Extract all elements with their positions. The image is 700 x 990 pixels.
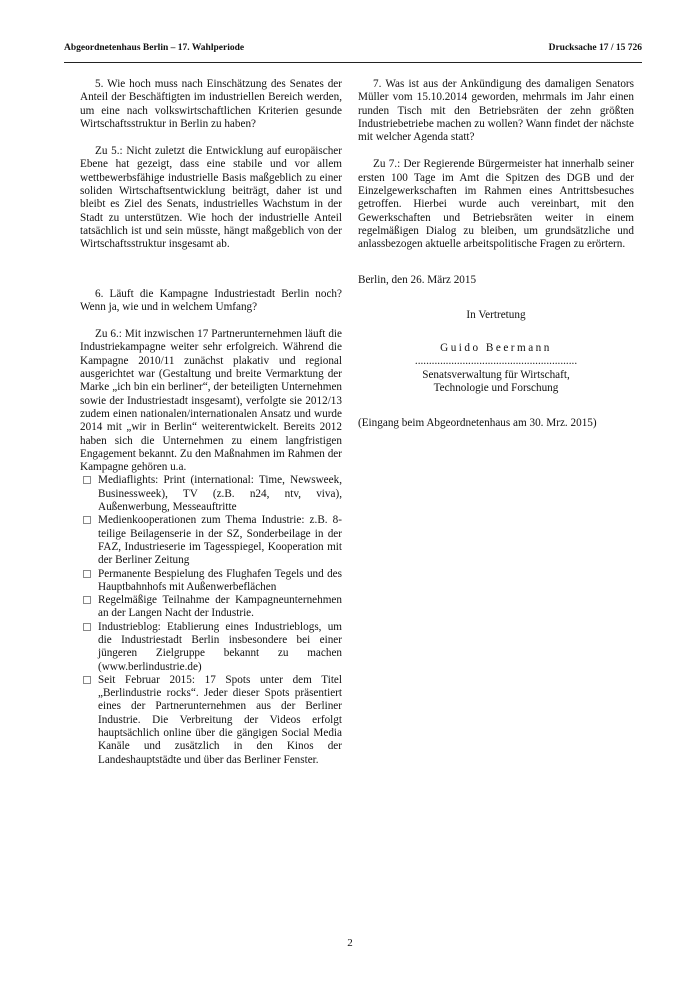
list-item: Regelmäßige Teilnahme der Kampagneunternehmen an der Langen Nacht der Industrie. <box>80 594 342 621</box>
header-institution: Abgeordnetenhaus Berlin – 17. Wahlperiode <box>64 43 245 53</box>
checkbox-bullet-icon <box>83 676 91 684</box>
receipt-note: (Eingang beim Abgeordnetenhaus am 30. Mrz. 2015) <box>358 417 597 430</box>
answer-7: Zu 7.: Der Regierende Bürgermeister hat innerhalb seiner ersten 100 Tage im Amt die Spitzen des DGB und der Einzelgewerkschaften im Rahmen eines Antrittsbesuches getroffen. Hierbei wurde auch vereinbart, mit den Gewerkschaften und Betriebsräten weiter in einem regelmäßigen Dialog zu bleiben, um grundsätzliche und anlassbezogen aktuelle arbeitspolitische Fragen zu erörtern. <box>358 158 634 251</box>
answer-6: Zu 6.: Mit inzwischen 17 Partnerunternehmen läuft die Industriekampagne weiter sehr erfolgreich. Während die Kampagne 2010/11 zunächst plakativ und regional ausgerichtet war (Gestaltung und breite Vermarktung der Marke „ich bin ein berliner“, der beteiligten Unternehmen sowie der Industriestadt insgesamt), verfolgte sie 2012/13 zudem einen nationalen/internationalen Ansatz und wurde 2014 mit „wir in Berlin“ weiterentwickelt. Bereits 2012 haben sich die Unternehmen zu einem langfristigen Engagement bekannt. Zu den Maßnahmen im Rahmen der Kampagne gehören u.a. <box>80 328 342 474</box>
answer-5: Zu 5.: Nicht zuletzt die Entwicklung auf europäischer Ebene hat gezeigt, dass eine stabile und vor allem wettbewerbsfähige industrielle Basis maßgeblich zu einer soliden Wirtschaftsentwicklung beiträgt, daher ist und bleibt es Ziel des Senats, industrielles Wachstum in der Stadt zu unterstützen. Wie hoch der industrielle Anteil tatsächlich ist und sein müsste, hängt maßgeblich von der Wirtschaftsstruktur insgesamt ab. <box>80 145 342 251</box>
question-6: 6. Läuft die Kampagne Industriestadt Berlin noch? Wenn ja, wie und in welchem Umfang? <box>80 287 342 313</box>
list-item: Permanente Bespielung des Flughafen Tegels und des Hauptbahnhofs mit Außenwerbeflächen <box>80 568 342 595</box>
signature-dotted-line: .......................................................... <box>414 355 578 368</box>
question-7: 7. Was ist aus der Ankündigung des damaligen Senators Müller vom 15.10.2014 geworden, mehrmals im Jahr einen runden Tisch mit den Betriebsräten der zehn größten Industriebetriebe machen zu wollen? Wann findet der nächste mit welcher Agenda statt? <box>358 78 634 144</box>
page-header <box>64 40 642 63</box>
department-line-2: Technologie und Forschung <box>433 382 559 395</box>
left-column <box>80 78 342 767</box>
right-column <box>358 78 634 431</box>
list-item: Medienkooperationen zum Thema Industrie: z.B. 8-teilige Beilagenserie in der SZ, Sonderbeilage in der FAZ, Industrieserie im Tagesspiegel, Kooperation mit der Berliner Zeitung <box>80 514 342 567</box>
date-line: Berlin, den 26. März 2015 <box>358 273 477 286</box>
checkbox-bullet-icon <box>83 476 91 484</box>
list-item: Mediaflights: Print (international: Time, Newsweek, Businessweek), TV (z.B. n24, ntv, viva), Außenwerbung, Messeauftritte <box>80 474 342 514</box>
list-item: Seit Februar 2015: 17 Spots unter dem Titel „Berlindustrie rocks“. Jeder dieser Spots präsentiert eines der Partnerunternehmen aus der Berliner Industrie. Die Verbreitung der Videos erfolgt hauptsächlich online über die gängigen Social Media Kanäle und zusätzlich in den Kinos der Landeshauptstädte und über das Berliner Fenster. <box>80 674 342 767</box>
list-item: Industrieblog: Etablierung eines Industrieblogs, um die Industriestadt Berlin insbesondere bei einer jüngeren Zielgruppe bekannt zu machen (www.berlindustrie.de) <box>80 621 342 674</box>
department-line-1: Senatsverwaltung für Wirtschaft, <box>422 368 570 381</box>
checkbox-bullet-icon <box>83 570 91 578</box>
signature-block <box>358 309 634 395</box>
page-number: 2 <box>347 937 353 949</box>
checkbox-bullet-icon <box>83 516 91 524</box>
signatory-name: Guido Beermann <box>440 342 552 355</box>
measures-list <box>80 474 342 767</box>
checkbox-bullet-icon <box>83 596 91 604</box>
question-5: 5. Wie hoch muss nach Einschätzung des Senates der Anteil der Beschäftigten im industriellen Bereich werden, um eine nach volkswirtschaftlichen Kriterien gesunde Wirtschaftsstruktur in Berlin zu haben? <box>80 78 342 130</box>
checkbox-bullet-icon <box>83 623 91 631</box>
header-document-number: Drucksache 17 / 15 726 <box>548 43 642 53</box>
in-vertretung: In Vertretung <box>466 308 526 321</box>
